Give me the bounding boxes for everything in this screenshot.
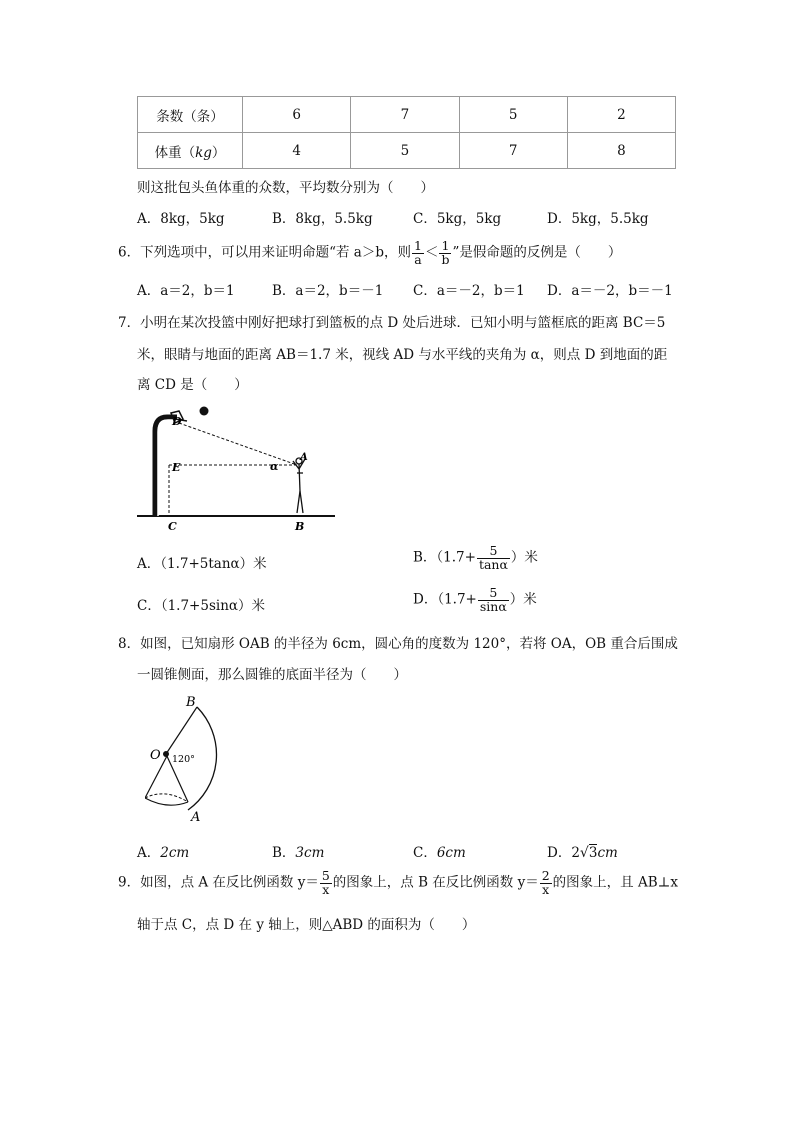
fraction: $\frac{2}{x}$: [541, 868, 550, 897]
person: [293, 458, 305, 513]
label-a: A: [300, 452, 308, 463]
table-cell: 5: [351, 133, 459, 169]
q5-option-b[interactable]: B．8kg，5.5kg: [272, 211, 373, 227]
label-angle: 120°: [172, 754, 195, 765]
table-cell: 8: [567, 133, 675, 169]
fraction: $\frac{5}{\sin\alpha}$: [479, 585, 507, 614]
q5-option-d[interactable]: D．5kg，5.5kg: [547, 211, 649, 227]
table-cell: 条数（条）: [138, 97, 243, 133]
cone-base-front: [145, 798, 188, 805]
ball: [200, 407, 209, 416]
basketball-figure: [137, 403, 337, 533]
q9-stem-line2: 轴于点 C，点 D 在 y 轴上，则△ABD 的面积为（ ）: [137, 917, 476, 933]
q6-option-d[interactable]: D．a＝－2，b＝－1: [547, 283, 673, 299]
fraction: $\frac{1}{a}$: [413, 238, 422, 267]
fraction: $\frac{1}{b}$: [441, 238, 450, 267]
label-o: O: [150, 748, 161, 763]
center-o: [163, 751, 169, 757]
q8-stem-line2: 一圆锥侧面，那么圆锥的底面半径为（ ）: [137, 667, 407, 683]
q7-option-c[interactable]: C．（1.7+5sinα）米: [137, 598, 266, 614]
q7-stem-line2: 米，眼睛与地面的距离 AB＝1.7 米，视线 AD 与水平线的夹角为 α，则点 D 到地面的距: [137, 347, 668, 363]
table-cell: 4: [243, 133, 351, 169]
label-d: D: [172, 415, 182, 428]
table-cell: 5: [459, 97, 567, 133]
table-row: [138, 97, 676, 133]
q7-stem-line1: 7．小明在某次投篮中刚好把球打到篮板的点 D 处后进球．已知小明与篮框底的距离 BC＝5: [118, 315, 666, 331]
q7-option-d[interactable]: D．（1.7+ $\frac{5}{\sin\alpha}$ ）米: [413, 585, 537, 614]
label-alpha: α: [270, 460, 279, 473]
sight-line: [179, 423, 297, 465]
q8-option-b[interactable]: B．3cm: [272, 845, 325, 861]
q6-option-b[interactable]: B．a＝2，b＝－1: [272, 283, 384, 299]
q5-option-c[interactable]: C．5kg，5kg: [413, 211, 502, 227]
q8-option-c[interactable]: C．6cm: [413, 845, 466, 861]
q8-stem-line1: 8．如图，已知扇形 OAB 的半径为 6cm，圆心角的度数为 120°，若将 OA，OB 重合后围成: [118, 636, 678, 652]
table-cell: 2: [567, 97, 675, 133]
fraction: $\frac{5}{x}$: [321, 868, 330, 897]
q6-stem: 6．下列选项中，可以用来证明命题“若 a＞b，则 $\frac{1}{a}$ ＜ $\frac{1}{b}$ ”是假命题的反例是（ ）: [118, 238, 622, 267]
label-b: B: [295, 520, 305, 533]
table-row: [138, 133, 676, 169]
q7-option-b[interactable]: B．（1.7+ $\frac{5}{\tan\alpha}$ ）米: [413, 543, 538, 572]
q7-stem-line3: 离 CD 是（ ）: [137, 377, 248, 393]
q9-stem-line1: 9．如图，点 A 在反比例函数 y＝ $\frac{5}{x}$ 的图象上，点 B 在反比例函数 y＝ $\frac{2}{x}$ 的图象上，且 AB⊥x: [118, 868, 678, 897]
q6-option-a[interactable]: A．a＝2，b＝1: [137, 283, 235, 299]
q5-option-a[interactable]: A．8kg，5kg: [137, 211, 225, 227]
label-b: B: [186, 695, 196, 710]
q8-option-d[interactable]: D．2√3cm: [547, 845, 618, 861]
label-e: E: [172, 461, 181, 474]
fraction: $\frac{5}{\tan\alpha}$: [478, 543, 508, 572]
label-a: A: [191, 810, 201, 825]
label-c: C: [168, 520, 177, 533]
q7-option-a[interactable]: A．（1.7+5tanα）米: [137, 556, 267, 572]
fish-weight-table: [137, 96, 676, 169]
q5-stem: 则这批包头鱼体重的众数，平均数分别为（ ）: [137, 180, 434, 196]
q6-option-c[interactable]: C．a＝－2，b＝1: [413, 283, 525, 299]
q8-option-a[interactable]: A．2cm: [137, 845, 190, 861]
table-cell: 6: [243, 97, 351, 133]
radius-ob: [166, 707, 197, 754]
table-cell: 体重（kg）: [138, 133, 243, 169]
table-cell: 7: [459, 133, 567, 169]
sector-cone-figure: [145, 692, 240, 827]
table-cell: 7: [351, 97, 459, 133]
